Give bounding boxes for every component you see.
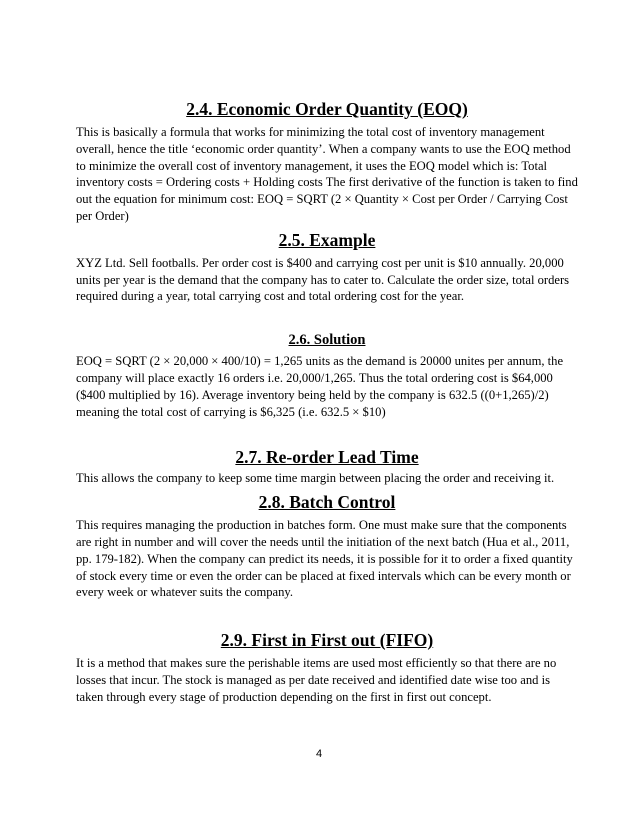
heading-eoq: 2.4. Economic Order Quantity (EOQ)	[186, 99, 468, 119]
paragraph-reorder: This allows the company to keep some time margin between placing the order and receiving it.	[76, 471, 555, 486]
paragraph-solution: EOQ = SQRT (2 × 20,000 × 400/10) = 1,265 units as the demand is 20000 unites per annum, the company will place exactly 16 orders i.e. 20,000/1,265. Thus the total ordering cost is $64,000 ($400 multiplied by 16). Average inventory being held by the company is 632.5 ((0+1,265)/2) meaning the total cost of carrying is $6,325 (i.e. 632.5 × $10)	[76, 354, 564, 419]
page-number: 4	[315, 748, 323, 760]
heading-reorder: 2.7. Re-order Lead Time	[235, 447, 419, 468]
heading-fifo: 2.9. First in First out (FIFO)	[220, 630, 434, 651]
paragraph-fifo: It is a method that makes sure the perishable items are used most efficiently so that there are no losses that incur. The stock is managed as per date received and identified date wise too and is taken through every stage of production depending on the first in first out concept.	[76, 656, 557, 704]
heading-batch-control: 2.8. Batch Control	[258, 492, 396, 513]
heading-solution: 2.6. Solution	[288, 332, 366, 349]
paragraph-example: XYZ Ltd. Sell footballs. Per order cost is $400 and carrying cost per unit is $10 annually. 20,000 units per year is the demand that the company has to cater to. Calculate the order size, total orders required during a year, total carrying cost and total ordering cost for the year.	[76, 255, 570, 304]
paragraph-batch-control: This requires managing the production in batches form. One must make sure that the components are right in number and will cover the needs until the initiation of the next batch (Hua et al., 2011, pp. 179-182). When the company can predict its needs, it is possible for it to order a fixed quantity of stock every time or even the order can be placed at fixed intervals which can be every month or every week or whatever suits the company.	[76, 518, 573, 600]
heading-example: 2.5. Example	[278, 229, 376, 250]
paragraph-eoq: This is basically a formula that works for minimizing the total cost of inventory management overall, hence the title ‘economic order quantity’. When a company wants to use the EOQ method to minimize the overall cost of inventory management, it uses the EOQ model which is: Total inventory costs = Ordering costs + Holding costs The first derivative of the function is taken to find out the equation for minimum cost: EOQ = SQRT (2 × Quantity × Cost per Order / Carrying Cost per Order)	[76, 125, 578, 223]
